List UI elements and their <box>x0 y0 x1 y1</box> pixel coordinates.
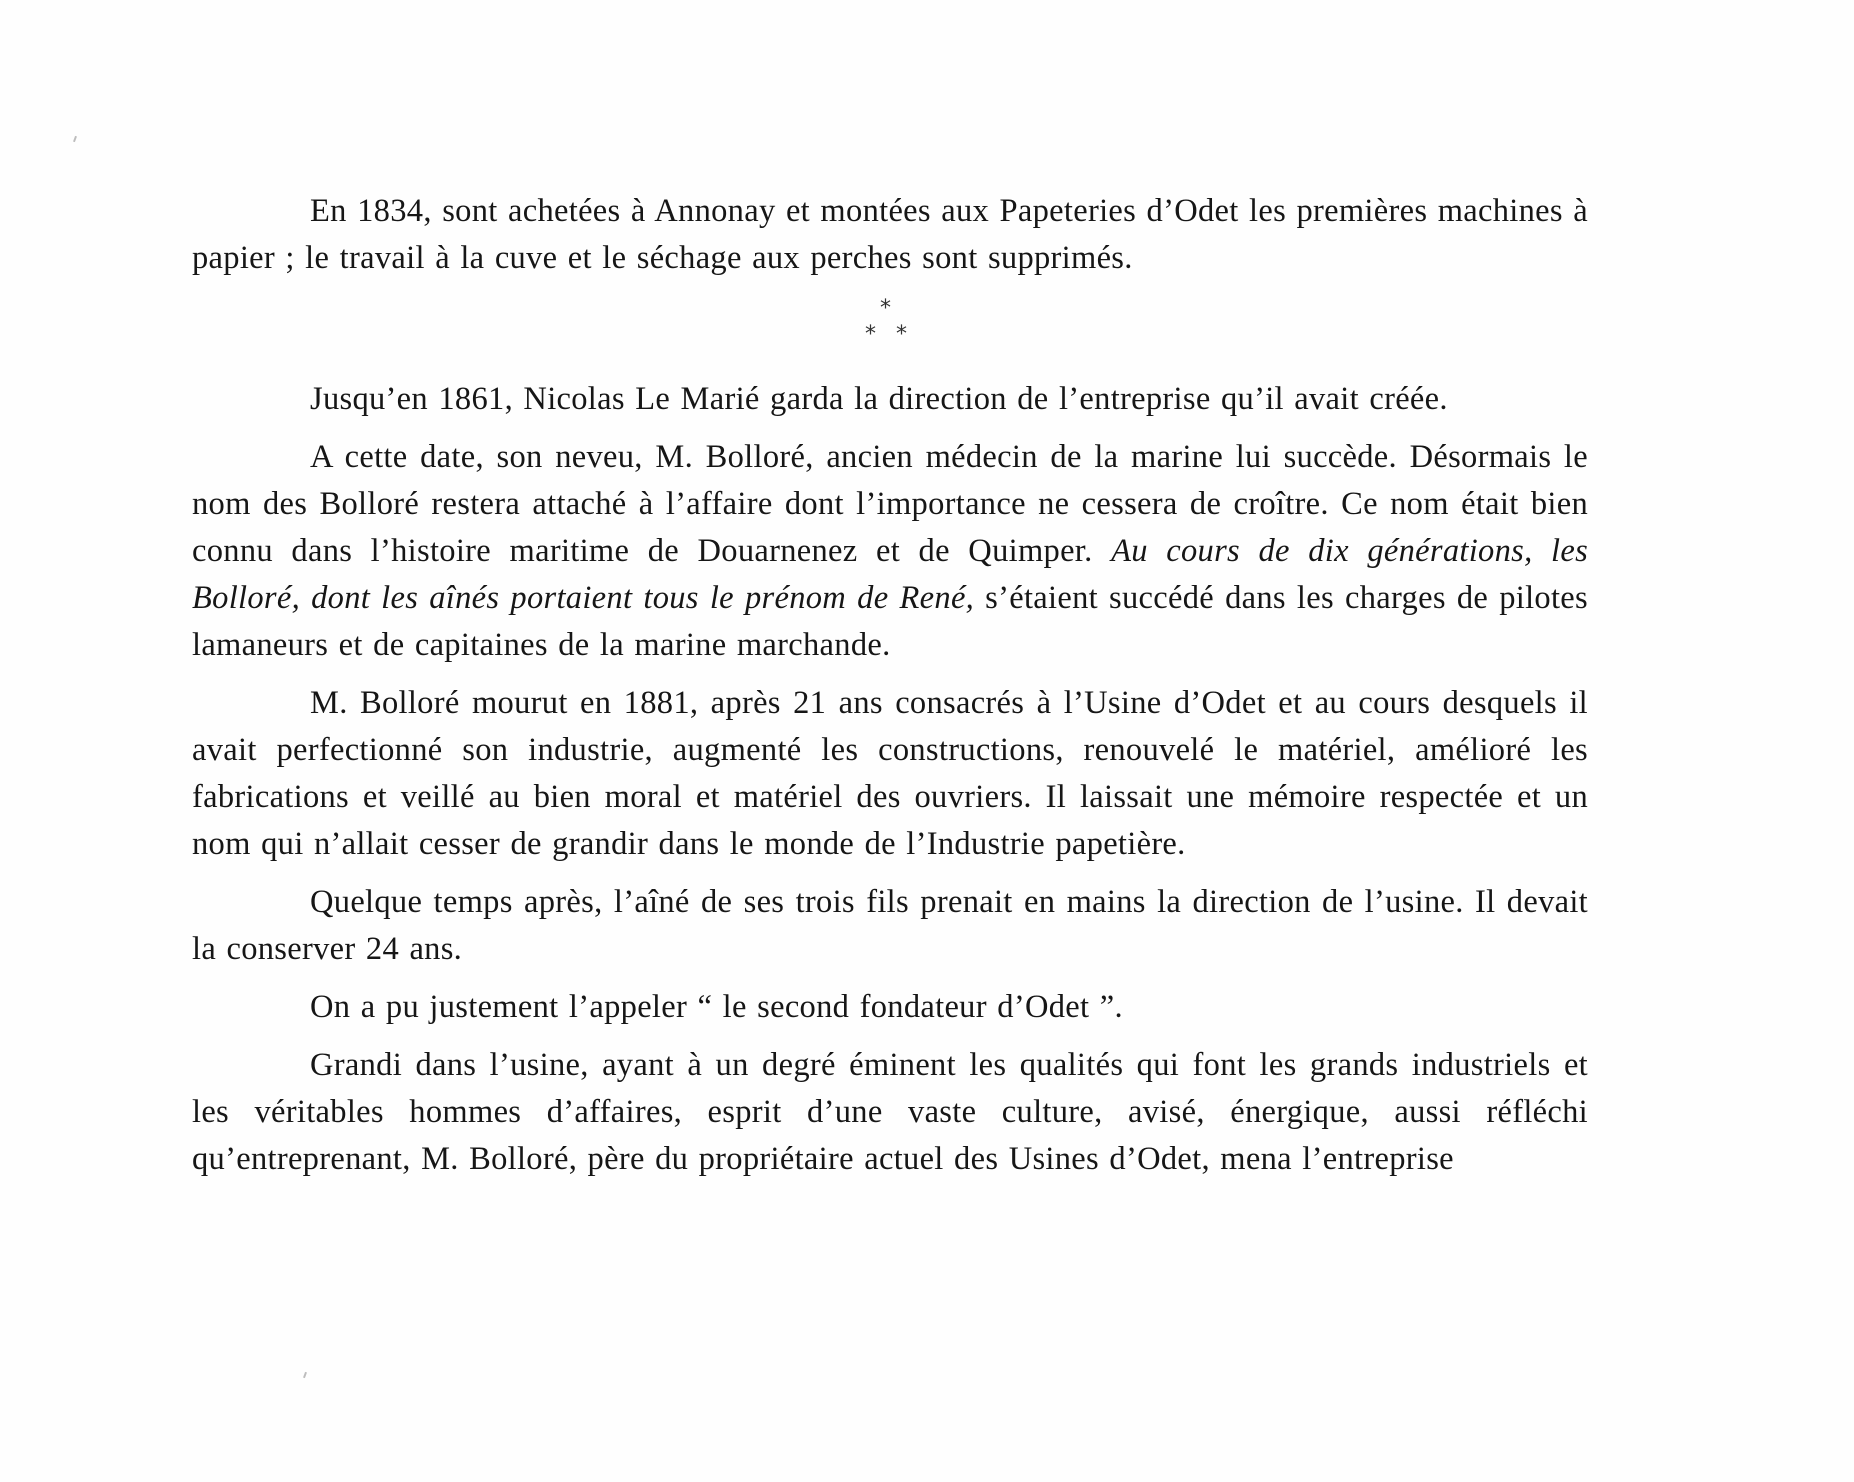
paragraph-1861-direction: Jusqu’en 1861, Nicolas Le Marié garda la direction de l’entreprise qu’il avait créée. <box>310 381 1448 417</box>
paragraph-bollore-succession <box>192 434 1588 669</box>
paragraph-text: s’étaient succédé dans les charges de pilotes lamaneurs et de capitaines de la marine marchande. <box>192 580 1588 663</box>
scan-speck <box>303 1372 307 1378</box>
paragraph-1834-machines: En 1834, sont achetées à Annonay et montées aux Papeteries d’Odet les premières machines à papier ; le travail à la cuve et le séchage aux perches sont supprimés. <box>192 193 1588 276</box>
paragraph-grandi-usine: Grandi dans l’usine, ayant à un degré éminent les qualités qui font les grands industriels et les véritables hommes d’affaires, esprit d’une vaste culture, avisé, énergique, aussi réfléchi qu’entreprenant, M. Bolloré, père du propriétaire actuel des Usines d’Odet, mena l’entreprise <box>192 1047 1588 1177</box>
italic-emphasis: Au cours de dix générations, les Bolloré, dont les aînés portaient tous le prénom de René, <box>192 533 1589 616</box>
paragraph-eldest-son: Quelque temps après, l’aîné de ses trois fils prenait en mains la direction de l’usine. Il devait la conserver 24 ans. <box>192 884 1588 967</box>
section-separator-asterism <box>192 282 1588 376</box>
paragraph-text: A cette date, son neveu, M. Bolloré, ancien médecin de la marine lui succède. Désormais le nom des Bolloré restera attaché à l’affaire dont l’importance ne cessera de croître. Ce nom était bien connu dans l’histoire maritime de Douarnenez et de Quimper. <box>192 439 1588 569</box>
paragraph-second-founder: On a pu justement l’appeler “ le second fondateur d’Odet ”. <box>310 989 1123 1025</box>
asterisk-icon: * <box>865 322 877 347</box>
asterisk-icon: * <box>896 322 908 347</box>
scan-speck <box>73 136 77 142</box>
body-text <box>192 188 1588 1183</box>
asterisk-icon: * <box>880 296 892 321</box>
paragraph-1881-death: M. Bolloré mourut en 1881, après 21 ans consacrés à l’Usine d’Odet et au cours desquels il avait perfectionné son industrie, augmenté les constructions, renouvelé le matériel, amélioré les fabrications et veillé au bien moral et matériel des ouvriers. Il laissait une mémoire respectée et un nom qui n’allait cesser de grandir dans le monde de l’Industrie papetière. <box>192 685 1588 862</box>
